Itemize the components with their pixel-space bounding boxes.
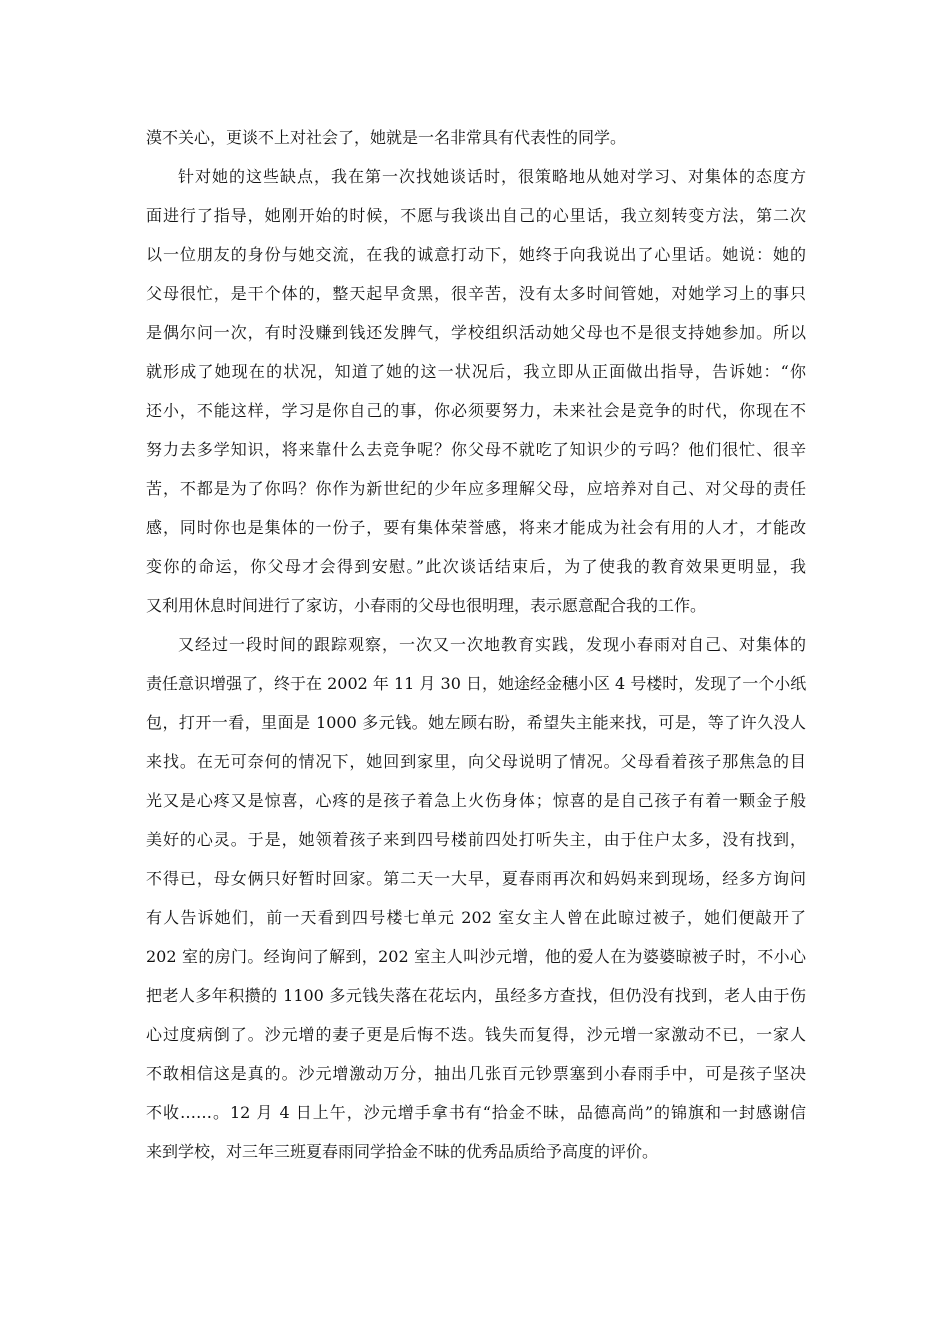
text-line: 漠不关心，更谈不上对社会了，她就是一名非常具有代表性的同学。	[146, 128, 627, 147]
text-line: 变你的命运，你父母才会得到安慰。”此次谈话结束后，为了使我的教育效果更明显，我	[146, 557, 806, 576]
text-line: 心过度病倒了。沙元增的妻子更是后悔不迭。钱失而复得，沙元增一家激动不已，一家人	[146, 1025, 806, 1044]
text-line: 来找。在无可奈何的情况下，她回到家里，向父母说明了情况。父母看着孩子那焦急的目	[146, 752, 806, 771]
text-line: 202 室的房门。经询问了解到，202 室主人叫沙元增，他的爱人在为婆婆晾被子时，不小心	[146, 947, 806, 966]
text-line: 还小，不能这样，学习是你自己的事，你必须要努力，未来社会是竞争的时代，你现在不	[146, 401, 806, 420]
paragraph-first-line: 针对她的这些缺点，我在第一次找她谈话时，很策略地从她对学习、对集体的态度方	[178, 167, 806, 186]
text-line: 包，打开一看，里面是 1000 多元钱。她左顾右盼，希望失主能来找，可是，等了许久没人	[146, 713, 806, 732]
text-line: 美好的心灵。于是，她领着孩子来到四号楼前四处打听失主，由于住户太多，没有找到，	[146, 830, 806, 849]
text-line: 不收……。12 月 4 日上午，沙元增手拿书有“拾金不昧，品德高尚”的锦旗和一封感谢信	[146, 1103, 806, 1122]
text-line: 又利用休息时间进行了家访，小春雨的父母也很明理，表示愿意配合我的工作。	[146, 596, 707, 615]
text-line: 责任意识增强了，终于在 2002 年 11 月 30 日，她途经金穗小区 4 号楼时，发现了一个小纸	[146, 674, 806, 693]
text-line: 来到学校，对三年三班夏春雨同学拾金不昧的优秀品质给予高度的评价。	[146, 1142, 659, 1161]
text-line: 父母很忙，是干个体的，整天起早贪黑，很辛苦，没有太多时间管她，对她学习上的事只	[146, 284, 806, 303]
text-line: 是偶尔问一次，有时没赚到钱还发脾气，学校组织活动她父母也不是很支持她参加。所以	[146, 323, 806, 342]
text-line: 感，同时你也是集体的一份子，要有集体荣誉感，将来才能成为社会有用的人才，才能改	[146, 518, 806, 537]
text-line: 就形成了她现在的状况，知道了她的这一状况后，我立即从正面做出指导，告诉她：“你	[146, 362, 806, 381]
text-line: 把老人多年积攒的 1100 多元钱失落在花坛内，虽经多方查找，但仍没有找到，老人由于伤	[146, 986, 806, 1005]
text-line: 有人告诉她们，前一天看到四号楼七单元 202 室女主人曾在此晾过被子，她们便敲开了	[146, 908, 806, 927]
text-line: 不敢相信这是真的。沙元增激动万分，抽出几张百元钞票塞到小春雨手中，可是孩子坚决	[146, 1064, 806, 1083]
text-line: 面进行了指导，她刚开始的时候，不愿与我谈出自己的心里话，我立刻转变方法，第二次	[146, 206, 806, 225]
text-line: 不得已，母女俩只好暂时回家。第二天一大早，夏春雨再次和妈妈来到现场，经多方询问	[146, 869, 806, 888]
paragraph-first-line: 又经过一段时间的跟踪观察，一次又一次地教育实践，发现小春雨对自己、对集体的	[178, 635, 806, 654]
text-line: 努力去多学知识，将来靠什么去竞争呢？你父母不就吃了知识少的亏吗？他们很忙、很辛	[146, 440, 806, 459]
text-line: 光又是心疼又是惊喜，心疼的是孩子着急上火伤身体；惊喜的是自己孩子有着一颗金子般	[146, 791, 806, 810]
text-line: 苦，不都是为了你吗？你作为新世纪的少年应多理解父母，应培养对自己、对父母的责任	[146, 479, 806, 498]
text-line: 以一位朋友的身份与她交流，在我的诚意打动下，她终于向我说出了心里话。她说：她的	[146, 245, 806, 264]
